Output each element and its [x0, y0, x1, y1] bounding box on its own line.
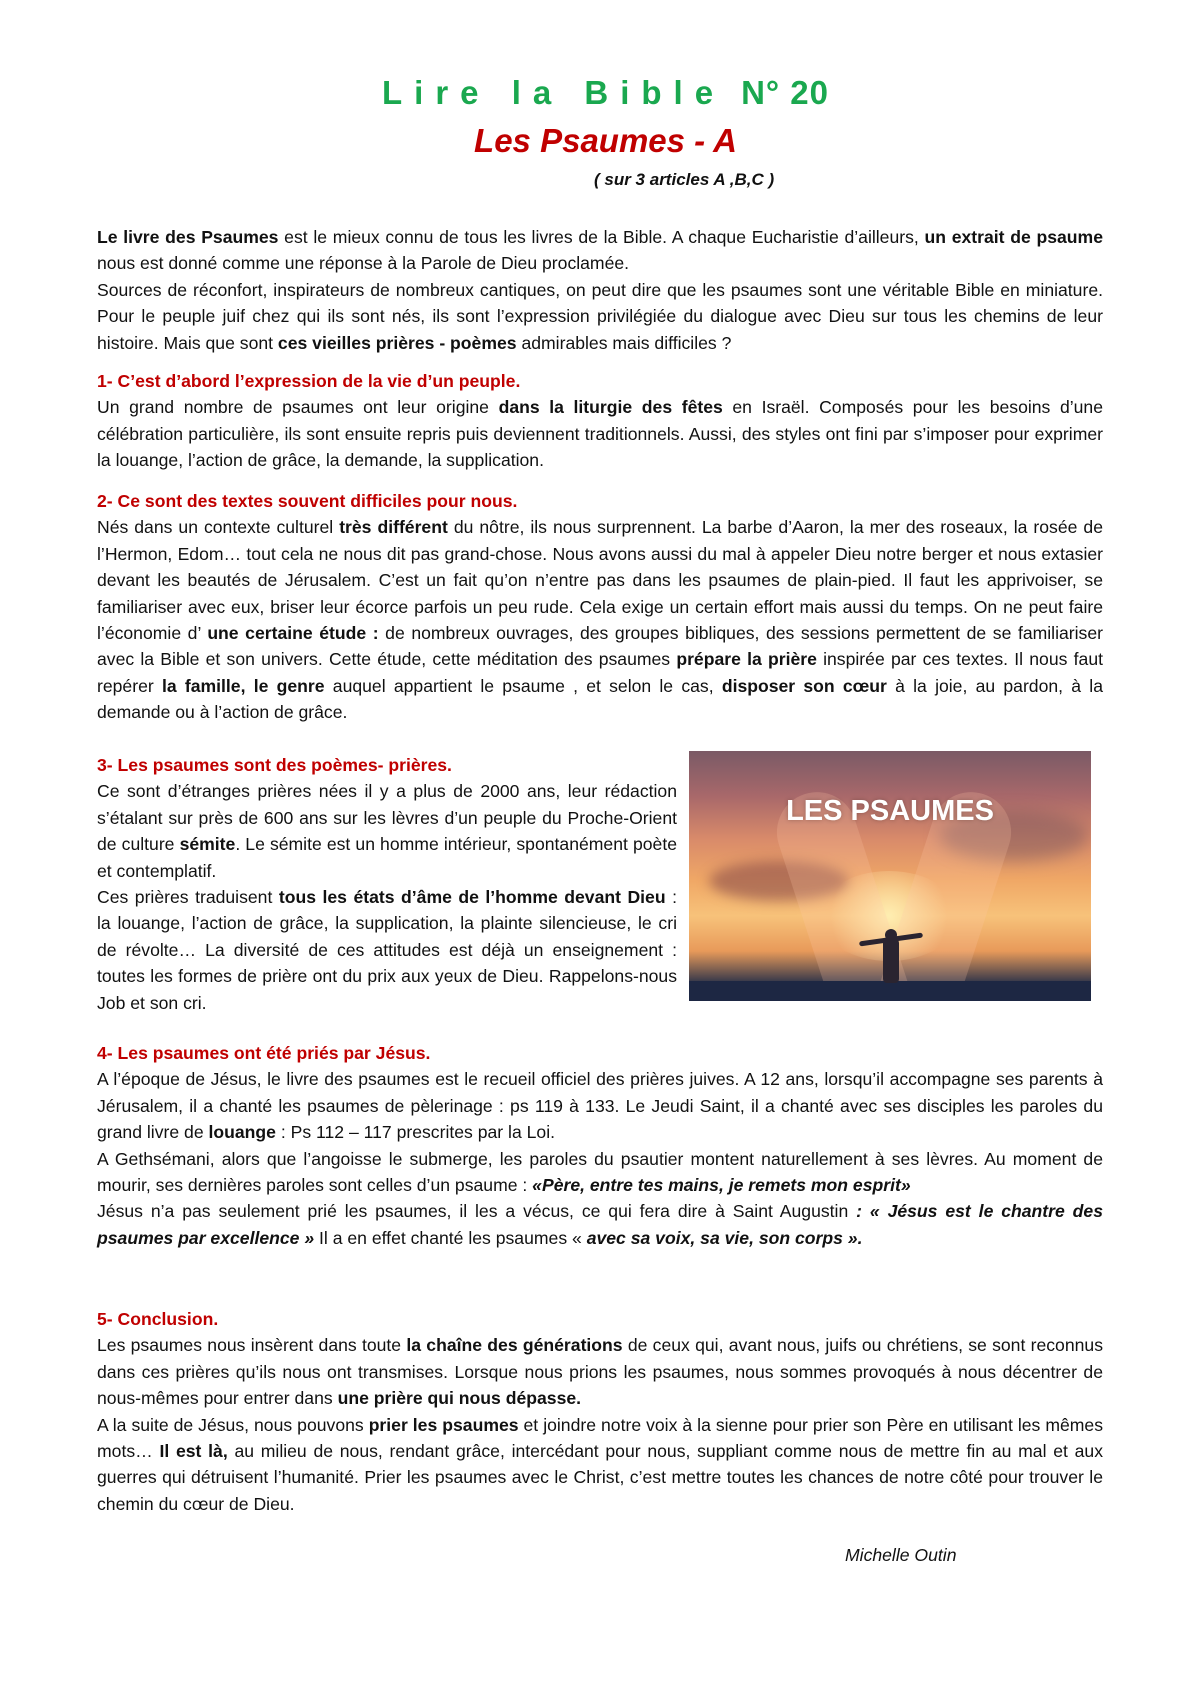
bold-emphasis: tous les états d’âme de l’homme devant Dieu: [278, 887, 666, 908]
bold-emphasis: ces vieilles prières - poèmes: [277, 332, 517, 353]
section-paragraph: [97, 884, 677, 1016]
bold-emphasis: une prière qui nous dépasse.: [337, 1388, 582, 1409]
intro-paragraph-1: [97, 224, 1103, 277]
section-heading: 5- Conclusion.: [97, 1309, 219, 1329]
section-heading: 1- C’est d’abord l’expression de la vie d’un peuple.: [97, 371, 521, 391]
psalms-illustration: [689, 751, 1091, 1001]
text-run: Nés dans un contexte culturel: [97, 517, 340, 538]
section-paragraph: [97, 1146, 1103, 1199]
bold-emphasis: très différent: [339, 517, 448, 538]
article-title: Les Psaumes - A: [474, 122, 737, 159]
text-run: Sources de réconfort, inspirateurs de nombreux cantiques, on peut dire que les psaumes sont une véritable Bible en miniature. Pour le peuple juif chez qui ils sont nés, ils sont l’expression privilégiée du dialogue avec Dieu sur tous les chemins de leur histoire. Mais que sont: [97, 279, 1103, 353]
section-paragraph: [97, 394, 1103, 473]
section-paragraph: [97, 1412, 1103, 1518]
text-run: A Gethsémani, alors que l’angoisse le submerge, les paroles du psautier montent naturellement à ses lèvres. Au moment de mourir, ses dernières paroles sont celles d’un psaume :: [97, 1148, 1103, 1196]
text-run: Les psaumes nous insèrent dans toute: [97, 1335, 407, 1356]
issue-number: N° 20: [741, 74, 829, 111]
text-run: A la suite de Jésus, nous pouvons: [97, 1414, 369, 1435]
text-run: : Ps 112 – 117 prescrites par la Loi.: [275, 1122, 555, 1143]
bold-emphasis: louange: [208, 1122, 276, 1143]
section-paragraph: [97, 514, 1103, 725]
bold-emphasis: prier les psaumes: [368, 1414, 519, 1435]
bold-emphasis: Il est là,: [159, 1441, 228, 1462]
series-title-text: Lire la Bible: [382, 74, 726, 111]
text-run: inspirée par ces textes. Il nous faut repérer: [97, 649, 1103, 696]
bold-emphasis: dans la liturgie des fêtes: [498, 397, 723, 418]
section-paragraph: [97, 1332, 1103, 1411]
text-run: Jésus n’a pas seulement prié les psaumes, il les a vécus, ce qui fera dire à Saint Augustin: [97, 1201, 857, 1222]
text-run: : la louange, l’action de grâce, la supplication, la plainte silencieuse, le cri de révolte… La diversité de ces attitudes est déjà un enseignement : toutes les formes de prière ont du prix aux yeux de Dieu. Rappelons-nous Job et son cri.: [97, 887, 677, 1013]
bold-emphasis: disposer son cœur: [721, 675, 887, 696]
text-run: admirables mais difficiles ?: [516, 332, 732, 353]
bold-emphasis: Le livre des Psaumes: [97, 227, 279, 247]
text-run: du nôtre, ils nous surprennent. La barbe d’Aaron, la mer des roseaux, la rosée de l’Hermon, Edom… tout cela ne nous dit pas grand-chose. Nous avons aussi du mal à appeler Dieu notre berger et nous extasier devant les beautés de Jérusalem. C’est un fait qu’on n’entre pas dans les psaumes de plain-pied. Il faut les apprivoiser, se familiariser avec eux, briser leur écorce parfois un peu rude. Cela exige un certain effort mais aussi du temps. On ne peut faire l’économie d’: [97, 517, 1103, 644]
section-1: [97, 368, 1103, 474]
bold-emphasis: la famille, le genre: [161, 675, 325, 696]
section-4: [97, 1040, 1103, 1251]
text-run: de ceux qui, avant nous, juifs ou chrétiens, se sont reconnus dans ces prières qu’ils nous ont transmises. Lorsque nous prions les psaumes, nous sommes provoqués à nous décentrer de nous-mêmes pour entrer dans: [97, 1335, 1103, 1409]
text-run: et joindre notre voix à la sienne pour prier son Père en utilisant les mêmes mots…: [97, 1414, 1103, 1462]
bold-emphasis: une certaine étude :: [207, 623, 379, 644]
bold-emphasis: prépare la prière: [676, 649, 817, 670]
bold-emphasis: sémite: [179, 834, 236, 855]
section-heading: 4- Les psaumes ont été priés par Jésus.: [97, 1043, 431, 1063]
image-caption: LES PSAUMES: [786, 795, 994, 827]
text-run: Ces prières traduisent: [97, 887, 279, 908]
emphasis-quote: «Père, entre tes mains, je remets mon esprit»: [532, 1175, 911, 1196]
section-paragraph: [97, 1198, 1103, 1251]
person-body: [883, 939, 899, 983]
text-run: en Israël. Composés pour les besoins d’une célébration particulière, ils sont ensuite repris puis deviennent traditionnels. Aussi, des styles ont fini par s’imposer pour exprimer la louange, l’action de grâce, la demande, la supplication.: [97, 397, 1103, 471]
text-run: Un grand nombre de psaumes ont leur origine: [97, 397, 499, 418]
article-subtitle: ( sur 3 articles A ,B,C ): [594, 170, 775, 189]
section-paragraph: [97, 1066, 1103, 1145]
text-run: Il a en effet chanté les psaumes «: [314, 1227, 587, 1248]
text-run: au milieu de nous, rendant grâce, intercédant pour nous, suppliant comme nous de mettre fin au mal et aux guerres qui détruisent l’humanité. Prier les psaumes avec le Christ, c’est mettre toutes les chances de notre côté pour trouver le chemin du cœur de Dieu.: [97, 1441, 1103, 1514]
intro-section: [97, 224, 1103, 356]
emphasis-quote: avec sa voix, sa vie, son corps ».: [586, 1227, 863, 1248]
horizon-ground: [689, 981, 1091, 1001]
bold-emphasis: un extrait de psaume: [924, 227, 1103, 247]
section-2: [97, 488, 1103, 726]
text-run: à la joie, au pardon, à la demande ou à l’action de grâce.: [97, 675, 1103, 723]
section-5: [97, 1306, 1103, 1517]
text-run: nous est donné comme une réponse à la Parole de Dieu proclamée.: [97, 253, 630, 274]
text-run: A l’époque de Jésus, le livre des psaumes est le recueil officiel des prières juives. A 12 ans, lorsqu’il accompagne ses parents à Jérusalem, il a chanté les psaumes de pèlerinage : ps 119 à 133. Le Jeudi Saint, il a chanté avec ses disciples les paroles du grand livre de: [97, 1069, 1103, 1143]
author-signature: Michelle Outin: [845, 1545, 957, 1565]
emphasis-quote: : « Jésus est le chantre des psaumes par excellence »: [97, 1201, 1103, 1248]
text-run: Ce sont d’étranges prières nées il y a plus de 2000 ans, leur rédaction s’étalant sur près de 600 ans sur les lèvres d’un peuple du Proche-Orient de culture: [97, 781, 677, 855]
section-heading: 2- Ce sont des textes souvent difficiles pour nous.: [97, 491, 518, 511]
section-3: [97, 752, 677, 1016]
text-run: de nombreux ouvrages, des groupes bibliques, des sessions permettent de se familiariser avec la Bible et son univers. Cette étude, cette méditation des psaumes: [97, 623, 1103, 670]
section-paragraph: [97, 778, 677, 884]
section-heading: 3- Les psaumes sont des poèmes- prières.: [97, 755, 452, 775]
text-run: auquel appartient le psaume , et selon le cas,: [324, 675, 722, 696]
bold-emphasis: la chaîne des générations: [406, 1335, 623, 1356]
text-run: est le mieux connu de tous les livres de la Bible. A chaque Eucharistie d’ailleurs,: [278, 227, 925, 247]
intro-paragraph-2: [97, 277, 1103, 356]
series-title: [0, 74, 1191, 112]
text-run: . Le sémite est un homme intérieur, spontanément poète et contemplatif.: [97, 834, 678, 881]
